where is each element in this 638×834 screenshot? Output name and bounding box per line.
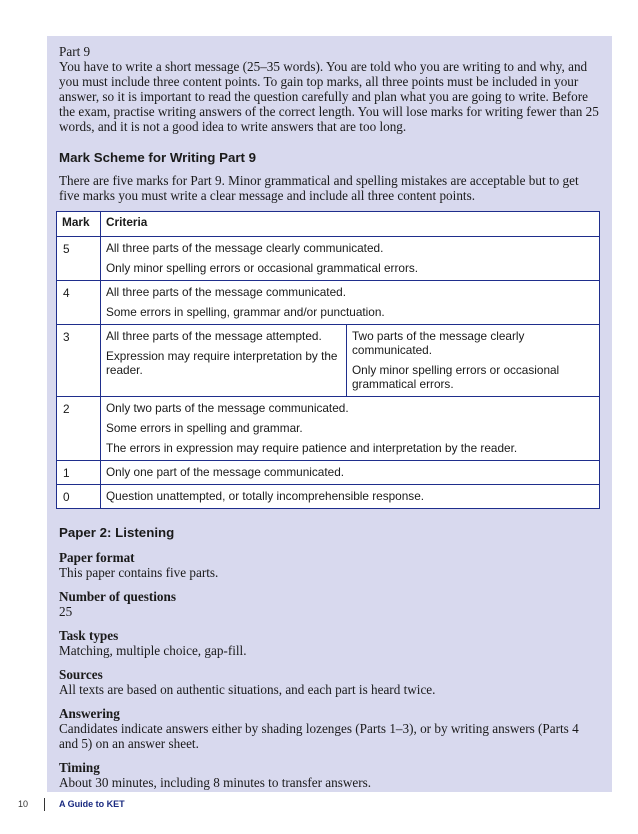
mark-cell: 0 [57,485,101,509]
section-heading: Timing [59,760,100,775]
section-text: All texts are based on authentic situations, and each part is heard twice. [59,682,436,697]
mark-cell: 4 [57,281,101,325]
table-row [57,237,600,281]
criteria-right-column [347,325,599,396]
criteria-cell [101,237,600,281]
section-heading: Paper format [59,550,135,565]
section-timing [59,760,599,790]
mark-cell: 2 [57,397,101,461]
page-content [59,44,599,799]
mark-scheme-heading: Mark Scheme for Writing Part 9 [59,150,257,165]
criteria-line: All three parts of the message communicated. [106,285,346,299]
section-answering [59,706,599,751]
page-footer [0,798,638,814]
mark-cell: 1 [57,461,101,485]
section-heading: Answering [59,706,120,721]
section-text: About 30 minutes, including 8 minutes to transfer answers. [59,775,372,790]
criteria-left-column [101,325,347,396]
listening-heading: Paper 2: Listening [59,525,175,540]
criteria-line: Question unattempted, or totally incomprehensible response. [106,489,425,503]
section-text: 25 [59,604,73,619]
section-number-of-questions [59,589,599,619]
table-row [57,397,600,461]
part9-title: Part 9 [59,44,91,59]
section-sources [59,667,599,697]
criteria-cell [101,281,600,325]
criteria-line: The errors in expression may require patience and interpretation by the reader. [106,441,518,455]
part9-text: You have to write a short message (25–35 words). You are told who you are writing to and why, and you must include three content points. To gain top marks, all three points must be included in your answer, so it is important to read the question carefully and plan what you are going to write. Before the exam, practise writing answers of the correct length. You will lose marks for writing fewer than 25 words, and it is not a good idea to write answers that are too long. [59,59,599,134]
section-text: This paper contains five parts. [59,565,219,580]
criteria-line: Two parts of the message clearly communicated. [352,329,525,357]
criteria-line: All three parts of the message attempted. [106,329,322,343]
section-heading: Number of questions [59,589,176,604]
criteria-line: Only minor spelling errors or occasional grammatical errors. [106,261,419,275]
mark-scheme-table [56,211,600,509]
mark-column-header: Mark [57,212,101,237]
table-row [57,325,600,397]
criteria-line: Only one part of the message communicated. [106,465,345,479]
table-row [57,281,600,325]
mark-cell: 3 [57,325,101,397]
criteria-line: Some errors in spelling, grammar and/or punctuation. [106,305,385,319]
section-text: Matching, multiple choice, gap-fill. [59,643,247,658]
table-row [57,485,600,509]
criteria-line: Only minor spelling errors or occasional grammatical errors. [352,363,560,391]
section-text: Candidates indicate answers either by shading lozenges (Parts 1–3), or by writing answers (Parts 4 and 5) on an answer sheet. [59,721,579,751]
table-row [57,461,600,485]
criteria-line: Only two parts of the message communicated. [106,401,349,415]
section-paper-format [59,550,599,580]
table-header-row [57,212,600,237]
criteria-column-header: Criteria [101,212,600,237]
criteria-line: All three parts of the message clearly communicated. [106,241,384,255]
criteria-cell [101,461,600,485]
footer-divider [44,798,45,811]
page-number: 10 [18,799,29,809]
criteria-cell [101,485,600,509]
section-heading: Task types [59,628,119,643]
mark-scheme-intro: There are five marks for Part 9. Minor grammatical and spelling mistakes are acceptable but to get five marks you must write a clear message and include all three content points. [59,173,579,203]
section-heading: Sources [59,667,103,682]
section-task-types [59,628,599,658]
criteria-cell [101,397,600,461]
mark-cell: 5 [57,237,101,281]
criteria-line: Expression may require interpretation by the reader. [106,349,338,377]
guide-title: A Guide to KET [59,799,125,809]
criteria-line: Some errors in spelling and grammar. [106,421,303,435]
criteria-cell [101,325,600,397]
